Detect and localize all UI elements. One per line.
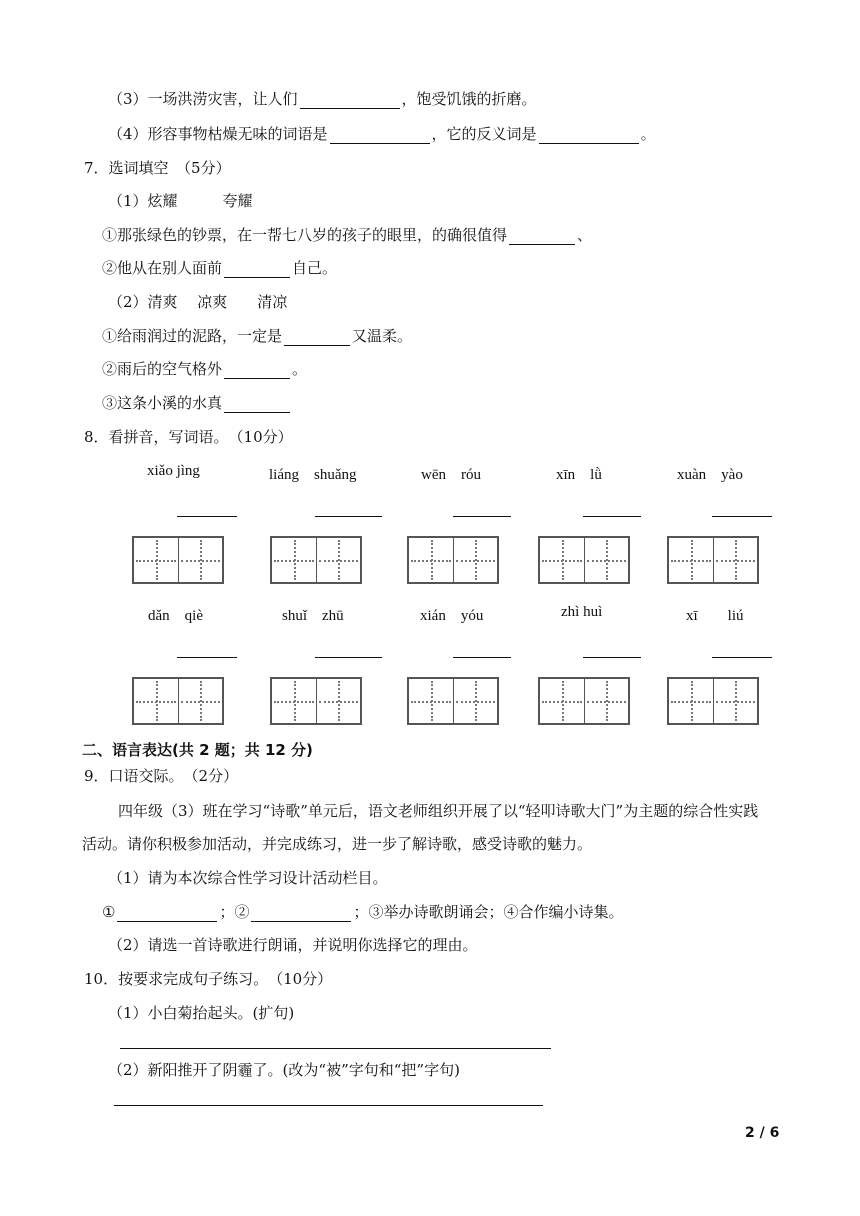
pinyin-label: dǎn qiè (148, 608, 203, 624)
q7-title: 7．选词填空 （5分） (84, 159, 231, 177)
q9-slot2-num: ；② (219, 903, 250, 921)
tianzige-box[interactable] (407, 677, 499, 725)
answer-blank[interactable] (300, 92, 400, 109)
q6-item3 (108, 89, 537, 109)
q7-g1-s2-end: 自己。 (292, 259, 338, 277)
pinyin-label: xián yóu (420, 608, 484, 624)
q6-item3-text-a: （3）一场洪涝灾害，让人们 (108, 90, 298, 108)
q9-paragraph-line1: 四年级（3）班在学习“诗歌”单元后，语文老师组织开展了以“轻叩诗歌大门”为主题的综合性实践 (118, 802, 759, 820)
answer-blank[interactable] (251, 905, 351, 922)
answer-line[interactable] (712, 515, 772, 517)
pinyin-label: xī liú (686, 608, 744, 624)
answer-blank[interactable] (117, 905, 217, 922)
pinyin-label: shuǐ zhū (282, 608, 344, 624)
answer-line[interactable] (583, 515, 641, 517)
answer-blank[interactable] (284, 329, 350, 346)
q6-item4-text-a: （4）形容事物枯燥无味的词语是 (108, 125, 328, 143)
answer-blank[interactable] (224, 362, 290, 379)
q7-g1-s1-text: ①那张绿色的钞票，在一帮七八岁的孩子的眼里，的确很值得 (102, 226, 508, 244)
answer-line[interactable] (315, 656, 382, 658)
answer-blank[interactable] (224, 396, 290, 413)
q10-title: 10．按要求完成句子练习。 （10分） (84, 970, 333, 988)
answer-blank[interactable] (539, 127, 639, 144)
answer-blank[interactable] (330, 127, 430, 144)
q9-part1: （1）请为本次综合性学习设计活动栏目。 (108, 869, 388, 887)
q10-part1: （1）小白菊抬起头。(扩句) (108, 1004, 295, 1022)
pinyin-label: liáng shuǎng (269, 467, 357, 483)
q7-group2-label: （2）清爽 凉爽 清凉 (108, 293, 288, 311)
q9-slot-rest: ；③举办诗歌朗诵会；④合作编小诗集。 (353, 903, 624, 921)
q6-item4-text-c: 。 (640, 125, 656, 143)
q7-g1-s1-end: 、 (577, 226, 593, 244)
q9-activity-slots (102, 902, 623, 922)
q9-paragraph-line2: 活动。请你积极参加活动，并完成练习，进一步了解诗歌，感受诗歌的魅力。 (82, 835, 593, 853)
q9-part2: （2）请选一首诗歌进行朗诵，并说明你选择它的理由。 (108, 936, 478, 954)
q7-g2-s1-text: ①给雨润过的泥路，一定是 (102, 327, 283, 345)
q6-item3-text-b: ，饱受饥饿的折磨。 (401, 90, 537, 108)
q7-g2-sentence2 (102, 359, 307, 379)
tianzige-box[interactable] (132, 677, 224, 725)
q7-g1-sentence2 (102, 258, 337, 278)
q9-title: 9．口语交际。 （2分） (84, 767, 239, 785)
q6-item4 (108, 124, 656, 144)
pinyin-label: zhì huì (561, 604, 603, 620)
answer-blank[interactable] (224, 261, 290, 278)
tianzige-box[interactable] (538, 536, 630, 584)
pinyin-label: xīn lǜ (556, 467, 602, 483)
pinyin-label: xuàn yào (677, 467, 743, 483)
tianzige-box[interactable] (667, 536, 759, 584)
q10-part2: （2）新阳推开了阴霾了。(改为“被”字句和“把”字句) (108, 1061, 460, 1079)
tianzige-box[interactable] (270, 536, 362, 584)
answer-line[interactable] (712, 656, 772, 658)
q7-group1-label: （1）炫耀 夸耀 (108, 192, 253, 210)
answer-line[interactable] (177, 515, 237, 517)
answer-blank[interactable] (509, 228, 575, 245)
q7-g2-s2-text: ②雨后的空气格外 (102, 360, 223, 378)
q7-g1-s2-text: ②他从在别人面前 (102, 259, 223, 277)
tianzige-box[interactable] (407, 536, 499, 584)
q7-g2-sentence1 (102, 326, 412, 346)
page-number: 2 / 6 (745, 1125, 780, 1141)
q7-g2-s2-end: 。 (292, 360, 308, 378)
pinyin-label: xiǎo jìng (147, 463, 200, 479)
q7-g2-s3-text: ③这条小溪的水真 (102, 394, 223, 412)
q7-g2-sentence3 (102, 393, 292, 413)
tianzige-box[interactable] (667, 677, 759, 725)
q9-slot1-num: ① (102, 903, 116, 921)
tianzige-box[interactable] (270, 677, 362, 725)
answer-line[interactable] (583, 656, 641, 658)
answer-line[interactable] (453, 656, 511, 658)
q7-g2-s1-end: 又温柔。 (352, 327, 413, 345)
tianzige-box[interactable] (132, 536, 224, 584)
answer-line[interactable] (315, 515, 382, 517)
answer-line[interactable] (177, 656, 237, 658)
section-heading: 二、语言表达(共 2 题；共 12 分) (82, 741, 313, 759)
q7-g1-sentence1 (102, 225, 592, 245)
answer-line[interactable] (120, 1047, 551, 1049)
tianzige-box[interactable] (538, 677, 630, 725)
answer-line[interactable] (453, 515, 511, 517)
pinyin-label: wēn róu (421, 467, 481, 483)
answer-line[interactable] (114, 1104, 543, 1106)
q6-item4-text-b: ，它的反义词是 (431, 125, 537, 143)
q8-title: 8．看拼音，写词语。 （10分） (84, 428, 293, 446)
